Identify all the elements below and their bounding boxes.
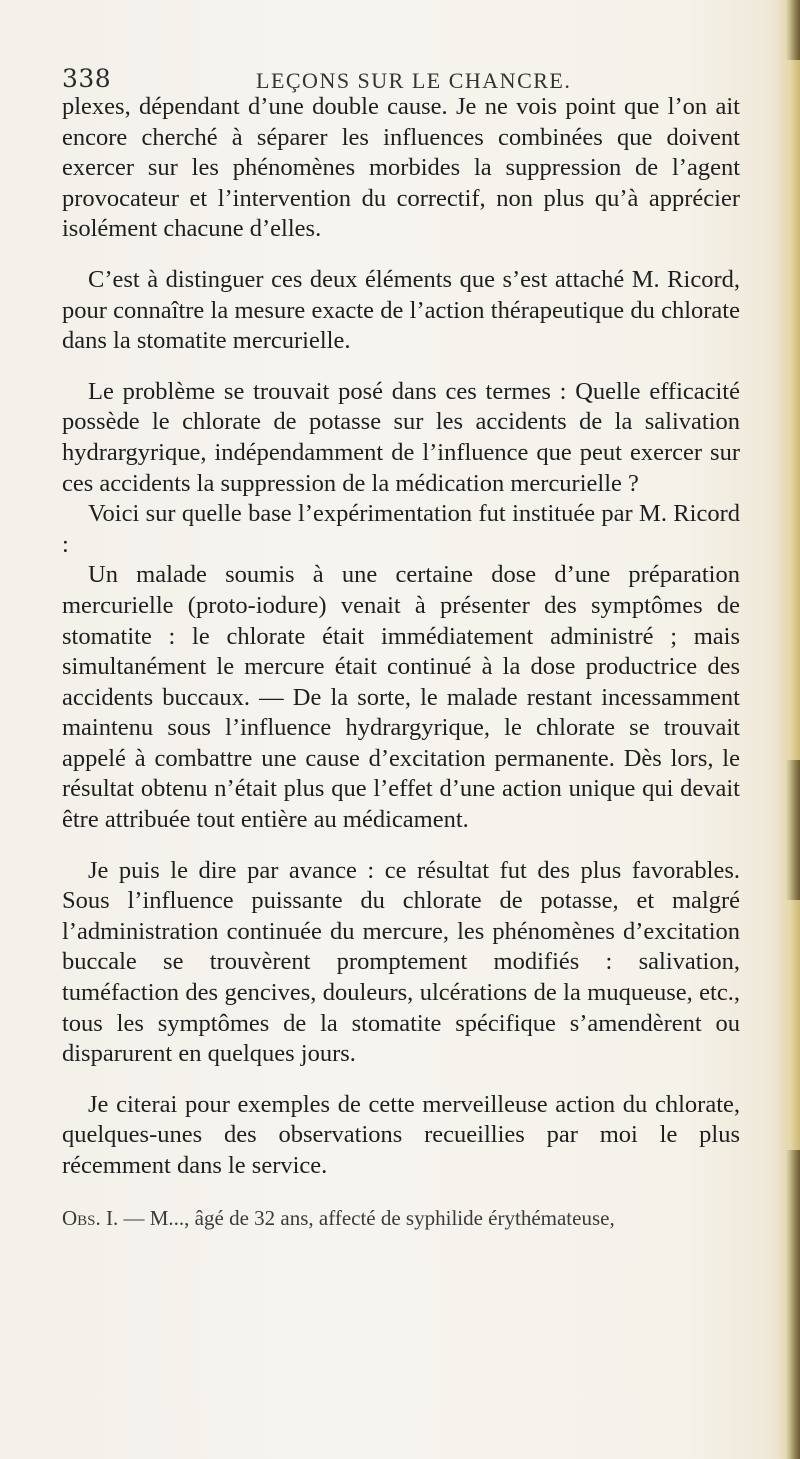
- page-edge-dark-top: [786, 0, 800, 60]
- running-title: LEÇONS SUR LE CHANCRE.: [256, 68, 572, 93]
- observation-line: [62, 1204, 740, 1232]
- observation-text: . I. — M..., âgé de 32 ans, affecté de syphilide érythémateuse,: [95, 1205, 615, 1230]
- page-edge-dark-bottom: [786, 1150, 800, 1459]
- body-text: [62, 92, 740, 1232]
- paragraph: Le problème se trouvait posé dans ces termes : Quelle efficacité possède le chlorate de potasse sur les accidents de la salivation hydrargyrique, indépendamment de l’influence que peut exercer sur ces accidents la suppression de la médication mercurielle ?: [62, 377, 740, 497]
- paragraph: Je citerai pour exemples de cette merveilleuse action du chlorate, quelques-unes des observations recueillies par moi le plus récemment dans le service.: [62, 1090, 740, 1179]
- paragraph: C’est à distinguer ces deux éléments que s’est attaché M. Ricord, pour connaître la mesure exacte de l’action thérapeutique du chlorate dans la stomatite mercurielle.: [62, 265, 740, 355]
- paragraph: Voici sur quelle base l’expérimentation fut instituée par M. Ricord :: [62, 500, 740, 558]
- paragraph-continuation: plexes, dépendant d’une double cause. Je ne vois point que l’on ait encore cherché à séparer les influences combinées que doivent exercer sur les phénomènes morbides la suppression de l’agent provocateur et l’intervention du correctif, non plus qu’à apprécier isolément chacune d’elles.: [62, 93, 740, 243]
- page-number: 338: [62, 64, 112, 93]
- paragraph: Un malade soumis à une certaine dose d’une préparation mercurielle (proto-iodure) venait à présenter des symptômes de stomatite : le chlorate était immédiatement administré ; mais simultanément le mercure était continué à la dose productrice des accidents buccaux. — De la sorte, le malade restant incessamment maintenu sous l’influence hydrargyrique, le chlorate se trouvait appelé à combattre une cause d’excitation permanente. Dès lors, le résultat obtenu n’était plus que l’effet d’une action unique qui devait être attribuée tout entière au médicament.: [62, 561, 740, 834]
- paragraph: Je puis le dire par avance : ce résultat fut des plus favorables. Sous l’influence puissante du chlorate de potasse, et malgré l’administration continuée du mercure, les phénomènes d’excitation buccale se trouvèrent promptement modifiés : salivation, tuméfaction des gencives, douleurs, ulcérations de la muqueuse, etc., tous les symptômes de la stomatite spécifique s’amendèrent ou disparurent en quelques jours.: [62, 856, 740, 1068]
- observation-label: Obs: [62, 1205, 96, 1230]
- page-edge-dark-middle: [786, 760, 800, 900]
